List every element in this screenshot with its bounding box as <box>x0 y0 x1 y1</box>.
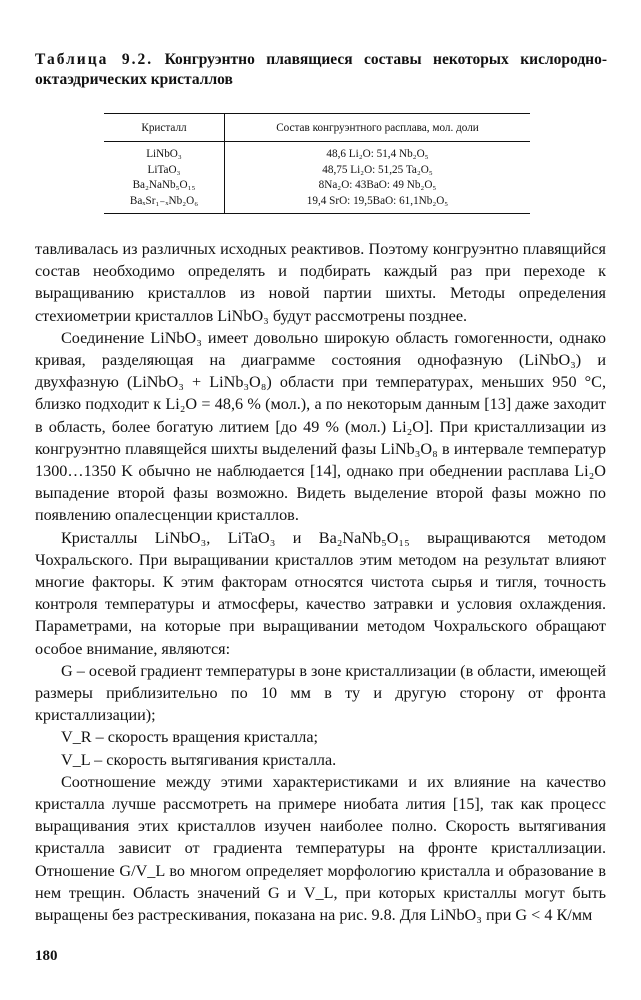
body-text <box>35 238 606 926</box>
table-header-row <box>104 114 530 142</box>
column-header-composition: Состав конгруэнтного расплава, мол. доли <box>225 114 531 142</box>
paragraph-continuation: тавливалась из различных исходных реактивов. Поэтому конгруэнтно плавящийся состав необходимо определять и подбирать каждый раз при переходе к выращиванию кристаллов из новой партии шихты. Методы определения стехиометрии кристаллов LiNbO₃ будут рассмотрены позднее. <box>35 240 606 325</box>
table-row <box>104 163 530 179</box>
cell-composition: 48,6 Li₂O: 51,4 Nb₂O₅ <box>225 142 531 163</box>
paragraph-homogeneity: Соединение LiNbO₃ имеет довольно широкую область гомогенности, однако кривая, разделяющая на диаграмме состояния однофазную (LiNbO₃) и двухфазную (LiNbO₃ + LiNb₃O₈) области при температурах, меньших 950 °C, близко подходит к Li₂O = 48,6 % (мол.), а по некоторым данным [13] даже заходит в область, более богатую литием [до 49 % (мол.) Li₂O]. При кристаллизации из конгруэнтно плавящейся шихты выделений фазы LiNb₃O₈ в интервале температур 1300…1350 K обычно не наблюдается [14], однако при обеднении расплава Li₂O выпадение второй фазы возможно. Видеть выделение второй фазы можно по появлению опалесценции кристаллов. <box>35 328 606 525</box>
table-row <box>104 178 530 194</box>
table-caption <box>35 50 607 90</box>
page-number: 180 <box>35 948 58 964</box>
list-item-gradient: G – осевой градиент температуры в зоне кристаллизации (в области, имеющей размеры приблизительно по 10 мм в ту и другую сторону от фронта кристаллизации); <box>35 661 606 725</box>
cell-crystal: LiTaO₃ <box>147 163 181 176</box>
column-header-crystal: Кристалл <box>104 114 225 142</box>
table-row <box>104 194 530 214</box>
list-item-pulling-speed: V_L – скорость вытягивания кристалла. <box>61 750 337 769</box>
cell-crystal: Ba₂NaNb₅O₁₅ <box>132 179 196 191</box>
paragraph-relations: Соотношение между этими характеристиками и их влияние на качество кристалла лучше рассмотреть на примере ниобата лития [15], так как процесс выращивания этих кристаллов изучен наиболее полно. Скорость вытягивания кристалла зависит от градиента температуры на фронте кристаллизации. Отношение G/V_L во многом определяет морфологию кристалла и образование в нем трещин. Область значений G и V_L, при которых кристаллы могут быть выращены без растрескивания, показана на рис. 9.8. Для LiNbO₃ при G < 4 К/мм <box>35 772 606 925</box>
cell-composition: 48,75 Li₂O: 51,25 Ta₂O₅ <box>225 163 531 179</box>
cell-crystal: LiNbO₃ <box>146 148 182 160</box>
table-caption-title: Конгруэнтно плавящиеся составы некоторых кислородно-октаэдрических кристаллов <box>35 51 608 88</box>
list-item-rotation-speed: V_R – скорость вращения кристалла; <box>61 728 319 747</box>
table-caption-label: Таблица 9.2. <box>35 51 154 68</box>
cell-composition: 19,4 SrO: 19,5BaO: 61,1Nb₂O₅ <box>225 194 531 214</box>
cell-composition: 8Na₂O: 43BaO: 49 Nb₂O₅ <box>225 178 531 194</box>
paragraph-czochralski: Кристаллы LiNbO₃, LiTaO₃ и Ba₂NaNb₅O₁₅ выращиваются методом Чохральского. При выращивании кристаллов этим методом на результат влияют многие факторы. К этим факторам относятся чистота сырья и тигля, точность контроля температуры и атмосферы, качество затравки и условия охлаждения. Параметрами, на которые при выращивании методом Чохральского обращают особое внимание, являются: <box>35 528 606 658</box>
cell-crystal: BaₓSr₁₋ₓNb₂O₆ <box>104 194 225 214</box>
congruent-compositions-table <box>104 113 530 214</box>
table-row <box>104 142 530 163</box>
